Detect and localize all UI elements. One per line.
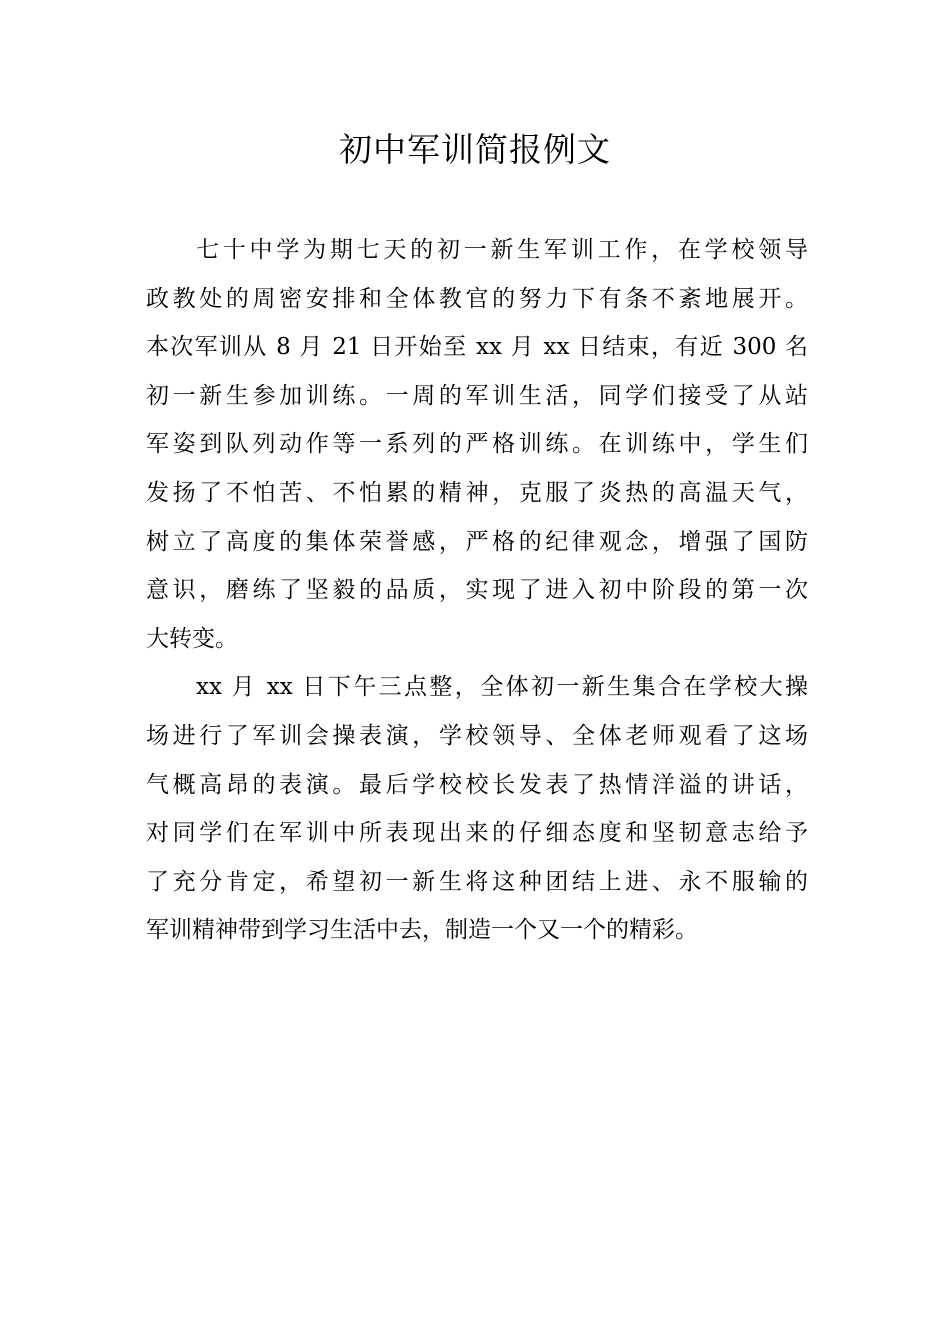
paragraph-line: 初一新生参加训练。一周的军训生活，同学们接受了从站	[146, 382, 808, 409]
paragraph-2	[146, 663, 808, 955]
paragraph-line: 对同学们在军训中所表现出来的仔细态度和坚韧意志给予	[146, 820, 808, 847]
paragraph-line: xx 月 xx 日下午三点整，全体初一新生集合在学校大操	[196, 674, 808, 701]
paragraph-line: 七十中学为期七天的初一新生军训工作，在学校领导	[196, 237, 808, 263]
paragraph-1	[146, 226, 808, 663]
paragraph-line: 军训精神带到学习生活中去，制造一个又一个的精彩。	[146, 917, 698, 944]
paragraph-line: 树立了高度的集体荣誉感，严格的纪律观念，增强了国防	[146, 528, 808, 555]
document-body	[146, 226, 808, 955]
paragraph-line: 发扬了不怕苦、不怕累的精神，克服了炎热的高温天气，	[146, 479, 808, 506]
paragraph-line: 意识，磨练了坚毅的品质，实现了进入初中阶段的第一次	[146, 577, 808, 604]
paragraph-line: 政教处的周密安排和全体教官的努力下有条不紊地展开。	[146, 285, 808, 312]
paragraph-line: 军姿到队列动作等一系列的严格训练。在训练中，学生们	[146, 431, 808, 458]
paragraph-line: 气概高昂的表演。最后学校校长发表了热情洋溢的讲话，	[146, 771, 808, 798]
paragraph-line: 场进行了军训会操表演，学校领导、全体老师观看了这场	[146, 722, 808, 749]
paragraph-line: 本次军训从 8 月 21 日开始至 xx 月 xx 日结束，有近 300 名	[146, 334, 808, 361]
paragraph-line: 大转变。	[146, 625, 238, 652]
document-title: 初中军训简报例文	[339, 130, 611, 169]
paragraph-line: 了充分肯定，希望初一新生将这种团结上进、永不服输的	[146, 868, 808, 895]
